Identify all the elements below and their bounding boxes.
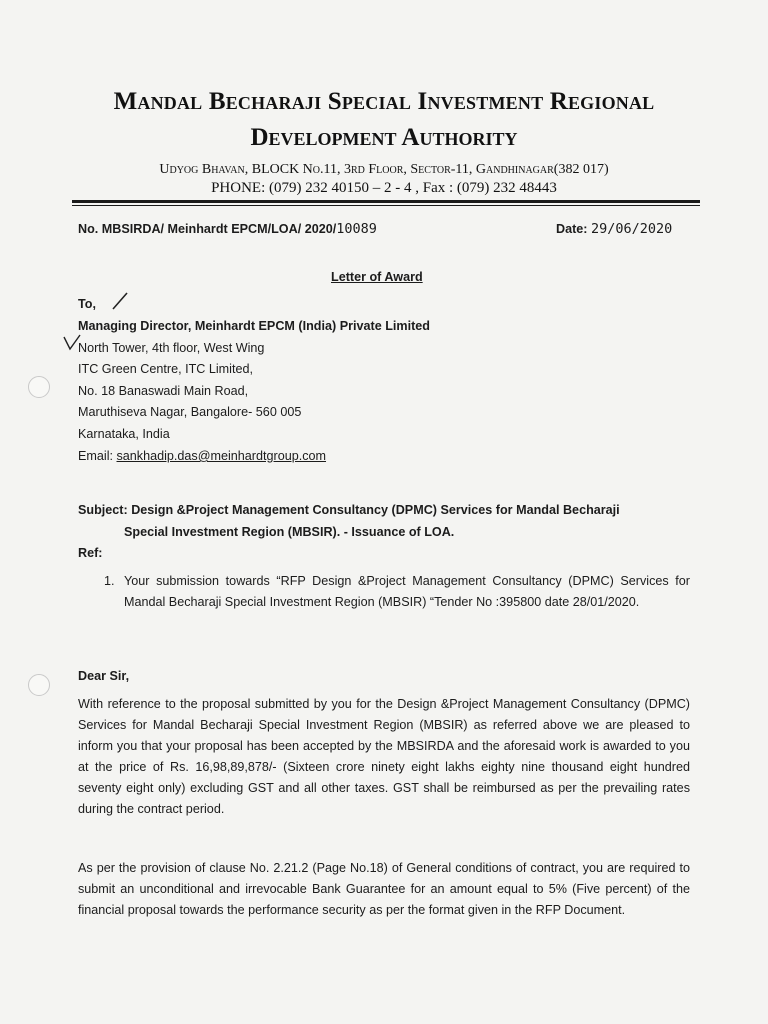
punch-hole (28, 376, 50, 398)
body-paragraph-1: With reference to the proposal submitted by you for the Design &Project Management Consultancy (DPMC) Services for Mandal Becharaji Special Investment Region (MBSIR) as referred above we are pleased to inform you that your proposal has been accepted by the MBSIRDA and the aforesaid work is awarded to you at the price of Rs. 16,98,89,878/- (Sixteen crore ninety eight lakhs eighty nine thousand eight hundred seventy eight only) excluding GST and all other taxes. GST shall be reimbursed as per the prevailing rates during the contract period. (78, 697, 690, 816)
letter-title: Letter of Award (331, 270, 423, 284)
email-link[interactable]: sankhadip.das@meinhardtgroup.com (116, 449, 327, 463)
recipient-name: Managing Director, Meinhardt EPCM (India) Private Limited (78, 319, 430, 333)
org-address: Udyog Bhavan, BLOCK No.11, 3rd Floor, Sector-11, Gandhinagar(382 017) (159, 162, 609, 177)
recipient-address-line: Maruthiseva Nagar, Bangalore- 560 005 (78, 405, 302, 419)
reference-number (78, 221, 377, 237)
punch-hole (28, 674, 50, 696)
subject-text-line2: Special Investment Region (MBSIR). - Issuance of LOA. (124, 525, 455, 539)
date-month-year: /06/2020 (607, 221, 673, 237)
to-label: To, (78, 297, 96, 311)
ref-label: Ref: (78, 546, 103, 560)
reference-number-prefix: No. MBSIRDA/ Meinhardt EPCM/LOA/ 2020/ (78, 222, 337, 236)
letter-date (556, 221, 672, 237)
org-name-line2: Development Authority (250, 124, 518, 151)
org-name-line1: Mandal Becharaji Special Investment Regional (113, 88, 655, 115)
recipient-address-line: No. 18 Banaswadi Main Road, (78, 384, 249, 398)
email-label: Email: (78, 449, 113, 463)
recipient-address-line: Karnataka, India (78, 427, 170, 441)
reference-number-handwritten: 10089 (336, 221, 377, 237)
subject-text-line1: Design &Project Management Consultancy (DPMC) Services for Mandal Becharaji (131, 503, 620, 517)
subject-label: Subject: (78, 503, 128, 517)
salutation: Dear Sir, (78, 669, 130, 683)
ref-item-text: Your submission towards “RFP Design &Project Management Consultancy (DPMC) Services for Mandal Becharaji Special Investment Region (MBSIR) “Tender No :395800 date 28/01/2020. (124, 574, 690, 609)
date-label: Date: (556, 222, 588, 236)
body-paragraph-2: As per the provision of clause No. 2.21.2 (Page No.18) of General conditions of contract, you are required to submit an unconditional and irrevocable Bank Guarantee for an amount equal to 5% (Five percent) of the financial proposal towards the performance security as per the format given in the RFP Document. (78, 861, 690, 917)
header-rule-thin (72, 205, 700, 206)
subject-line1 (78, 502, 620, 518)
org-phone: PHONE: (079) 232 40150 – 2 - 4 , Fax : (079) 232 48443 (211, 180, 557, 196)
handwritten-tick-mark (110, 290, 130, 312)
recipient-address-line: North Tower, 4th floor, West Wing (78, 341, 265, 355)
recipient-email (78, 448, 326, 464)
date-handwritten-day: 29 (591, 221, 608, 237)
header-rule (72, 200, 700, 203)
recipient-address-line: ITC Green Centre, ITC Limited, (78, 362, 253, 376)
ref-item-number: 1. (104, 574, 115, 588)
